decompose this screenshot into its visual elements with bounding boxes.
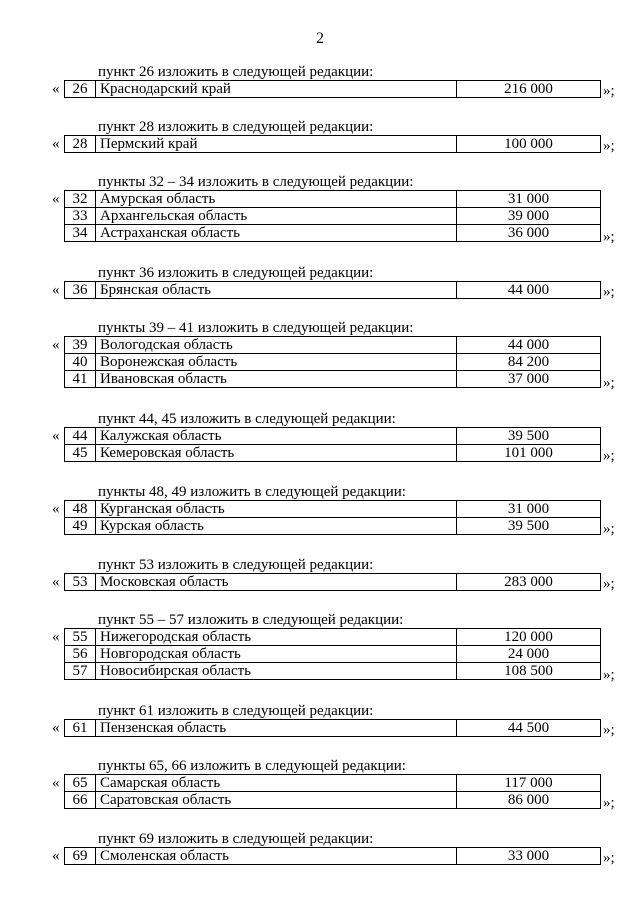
opening-quote: « — [52, 337, 60, 353]
region-name: Московская область — [96, 574, 457, 591]
opening-quote: « — [52, 848, 60, 864]
amount-value: 39 000 — [457, 208, 601, 225]
amendment-section — [0, 411, 640, 484]
closing-quote: »; — [603, 284, 615, 300]
table-row — [65, 208, 601, 225]
region-name: Курская область — [96, 518, 457, 535]
row-number: 53 — [65, 574, 96, 591]
amendment-section — [0, 612, 640, 703]
row-number: 61 — [65, 720, 96, 737]
entries-block — [0, 336, 640, 392]
region-name: Смоленская область — [96, 848, 457, 865]
amount-value: 31 000 — [457, 501, 601, 518]
region-name: Новгородская область — [96, 646, 457, 663]
regions-table — [64, 135, 601, 153]
region-name: Астраханская область — [96, 225, 457, 242]
row-number: 32 — [65, 191, 96, 208]
table-row — [65, 501, 601, 518]
opening-quote: « — [52, 282, 60, 298]
amount-value: 101 000 — [457, 445, 601, 462]
opening-quote: « — [52, 191, 60, 207]
page-number: 2 — [316, 30, 324, 47]
table-row — [65, 445, 601, 462]
closing-quote: »; — [603, 229, 615, 245]
entries-block — [0, 427, 640, 465]
entries-block — [0, 500, 640, 538]
amount-value: 120 000 — [457, 629, 601, 646]
amendment-section — [0, 758, 640, 831]
row-number: 55 — [65, 629, 96, 646]
opening-quote: « — [52, 501, 60, 517]
regions-table — [64, 190, 601, 242]
regions-table — [64, 427, 601, 462]
section-heading: пункты 32 – 34 изложить в следующей редакции: — [98, 174, 414, 190]
region-name: Курганская область — [96, 501, 457, 518]
section-heading: пункт 55 – 57 изложить в следующей редакции: — [98, 612, 404, 628]
table-row — [65, 371, 601, 388]
amount-value: 37 000 — [457, 371, 601, 388]
entries-block — [0, 774, 640, 812]
region-name: Саратовская область — [96, 792, 457, 809]
amount-value: 44 000 — [457, 337, 601, 354]
amendment-section — [0, 174, 640, 265]
region-name: Воронежская область — [96, 354, 457, 371]
table-row — [65, 225, 601, 242]
regions-table — [64, 336, 601, 388]
section-heading: пункты 48, 49 изложить в следующей редакции: — [98, 484, 406, 500]
closing-quote: »; — [603, 850, 615, 866]
region-name: Нижегородская область — [96, 629, 457, 646]
regions-table — [64, 847, 601, 865]
opening-quote: « — [52, 81, 60, 97]
closing-quote: »; — [603, 521, 615, 537]
entries-block — [0, 80, 640, 100]
row-number: 48 — [65, 501, 96, 518]
region-name: Новосибирская область — [96, 663, 457, 680]
opening-quote: « — [52, 136, 60, 152]
amount-value: 36 000 — [457, 225, 601, 242]
region-name: Брянская область — [96, 282, 457, 299]
amount-value: 84 200 — [457, 354, 601, 371]
region-name: Вологодская область — [96, 337, 457, 354]
closing-quote: »; — [603, 667, 615, 683]
section-heading: пункт 53 изложить в следующей редакции: — [98, 557, 374, 573]
amount-value: 100 000 — [457, 136, 601, 153]
table-row — [65, 663, 601, 680]
regions-table — [64, 719, 601, 737]
opening-quote: « — [52, 629, 60, 645]
row-number: 44 — [65, 428, 96, 445]
row-number: 39 — [65, 337, 96, 354]
amendment-section — [0, 831, 640, 867]
closing-quote: »; — [603, 138, 615, 154]
table-row — [65, 428, 601, 445]
amount-value: 39 500 — [457, 428, 601, 445]
table-row — [65, 337, 601, 354]
amount-value: 117 000 — [457, 775, 601, 792]
amount-value: 216 000 — [457, 81, 601, 98]
row-number: 41 — [65, 371, 96, 388]
closing-quote: »; — [603, 83, 615, 99]
regions-table — [64, 281, 601, 299]
row-number: 57 — [65, 663, 96, 680]
section-heading: пункт 61 изложить в следующей редакции: — [98, 703, 374, 719]
table-row — [65, 191, 601, 208]
closing-quote: »; — [603, 375, 615, 391]
amount-value: 108 500 — [457, 663, 601, 680]
entries-block — [0, 135, 640, 155]
section-heading: пункт 26 изложить в следующей редакции: — [98, 64, 374, 80]
regions-table — [64, 774, 601, 809]
entries-block — [0, 281, 640, 301]
row-number: 26 — [65, 81, 96, 98]
table-row — [65, 81, 601, 98]
table-row — [65, 629, 601, 646]
amount-value: 33 000 — [457, 848, 601, 865]
regions-table — [64, 628, 601, 680]
opening-quote: « — [52, 428, 60, 444]
amount-value: 31 000 — [457, 191, 601, 208]
section-heading: пункт 36 изложить в следующей редакции: — [98, 265, 374, 281]
amendment-section — [0, 265, 640, 320]
section-heading: пункты 65, 66 изложить в следующей редакции: — [98, 758, 406, 774]
closing-quote: »; — [603, 448, 615, 464]
row-number: 45 — [65, 445, 96, 462]
amendment-section — [0, 64, 640, 119]
amendment-sections — [0, 64, 640, 867]
entries-block — [0, 847, 640, 867]
table-row — [65, 646, 601, 663]
amount-value: 39 500 — [457, 518, 601, 535]
entries-block — [0, 628, 640, 684]
table-row — [65, 720, 601, 737]
region-name: Самарская область — [96, 775, 457, 792]
table-row — [65, 574, 601, 591]
closing-quote: »; — [603, 795, 615, 811]
row-number: 69 — [65, 848, 96, 865]
amendment-section — [0, 557, 640, 612]
region-name: Ивановская область — [96, 371, 457, 388]
entries-block — [0, 190, 640, 246]
section-heading: пункт 44, 45 изложить в следующей редакции: — [98, 411, 396, 427]
row-number: 49 — [65, 518, 96, 535]
region-name: Краснодарский край — [96, 81, 457, 98]
amount-value: 44 500 — [457, 720, 601, 737]
region-name: Пензенская область — [96, 720, 457, 737]
closing-quote: »; — [603, 576, 615, 592]
row-number: 66 — [65, 792, 96, 809]
opening-quote: « — [52, 574, 60, 590]
entries-block — [0, 573, 640, 593]
region-name: Архангельская область — [96, 208, 457, 225]
opening-quote: « — [52, 775, 60, 791]
table-row — [65, 792, 601, 809]
amendment-section — [0, 119, 640, 174]
amount-value: 44 000 — [457, 282, 601, 299]
amount-value: 24 000 — [457, 646, 601, 663]
section-heading: пункты 39 – 41 изложить в следующей редакции: — [98, 320, 414, 336]
row-number: 28 — [65, 136, 96, 153]
table-row — [65, 775, 601, 792]
row-number: 65 — [65, 775, 96, 792]
amendment-section — [0, 484, 640, 557]
table-row — [65, 136, 601, 153]
regions-table — [64, 573, 601, 591]
table-row — [65, 354, 601, 371]
section-heading: пункт 28 изложить в следующей редакции: — [98, 119, 374, 135]
region-name: Пермский край — [96, 136, 457, 153]
row-number: 56 — [65, 646, 96, 663]
table-row — [65, 518, 601, 535]
row-number: 33 — [65, 208, 96, 225]
amendment-section — [0, 703, 640, 758]
region-name: Калужская область — [96, 428, 457, 445]
table-row — [65, 282, 601, 299]
row-number: 34 — [65, 225, 96, 242]
amendment-section — [0, 320, 640, 411]
amount-value: 86 000 — [457, 792, 601, 809]
closing-quote: »; — [603, 722, 615, 738]
row-number: 40 — [65, 354, 96, 371]
entries-block — [0, 719, 640, 739]
region-name: Амурская область — [96, 191, 457, 208]
row-number: 36 — [65, 282, 96, 299]
opening-quote: « — [52, 720, 60, 736]
regions-table — [64, 80, 601, 98]
regions-table — [64, 500, 601, 535]
section-heading: пункт 69 изложить в следующей редакции: — [98, 831, 374, 847]
region-name: Кемеровская область — [96, 445, 457, 462]
amount-value: 283 000 — [457, 574, 601, 591]
table-row — [65, 848, 601, 865]
